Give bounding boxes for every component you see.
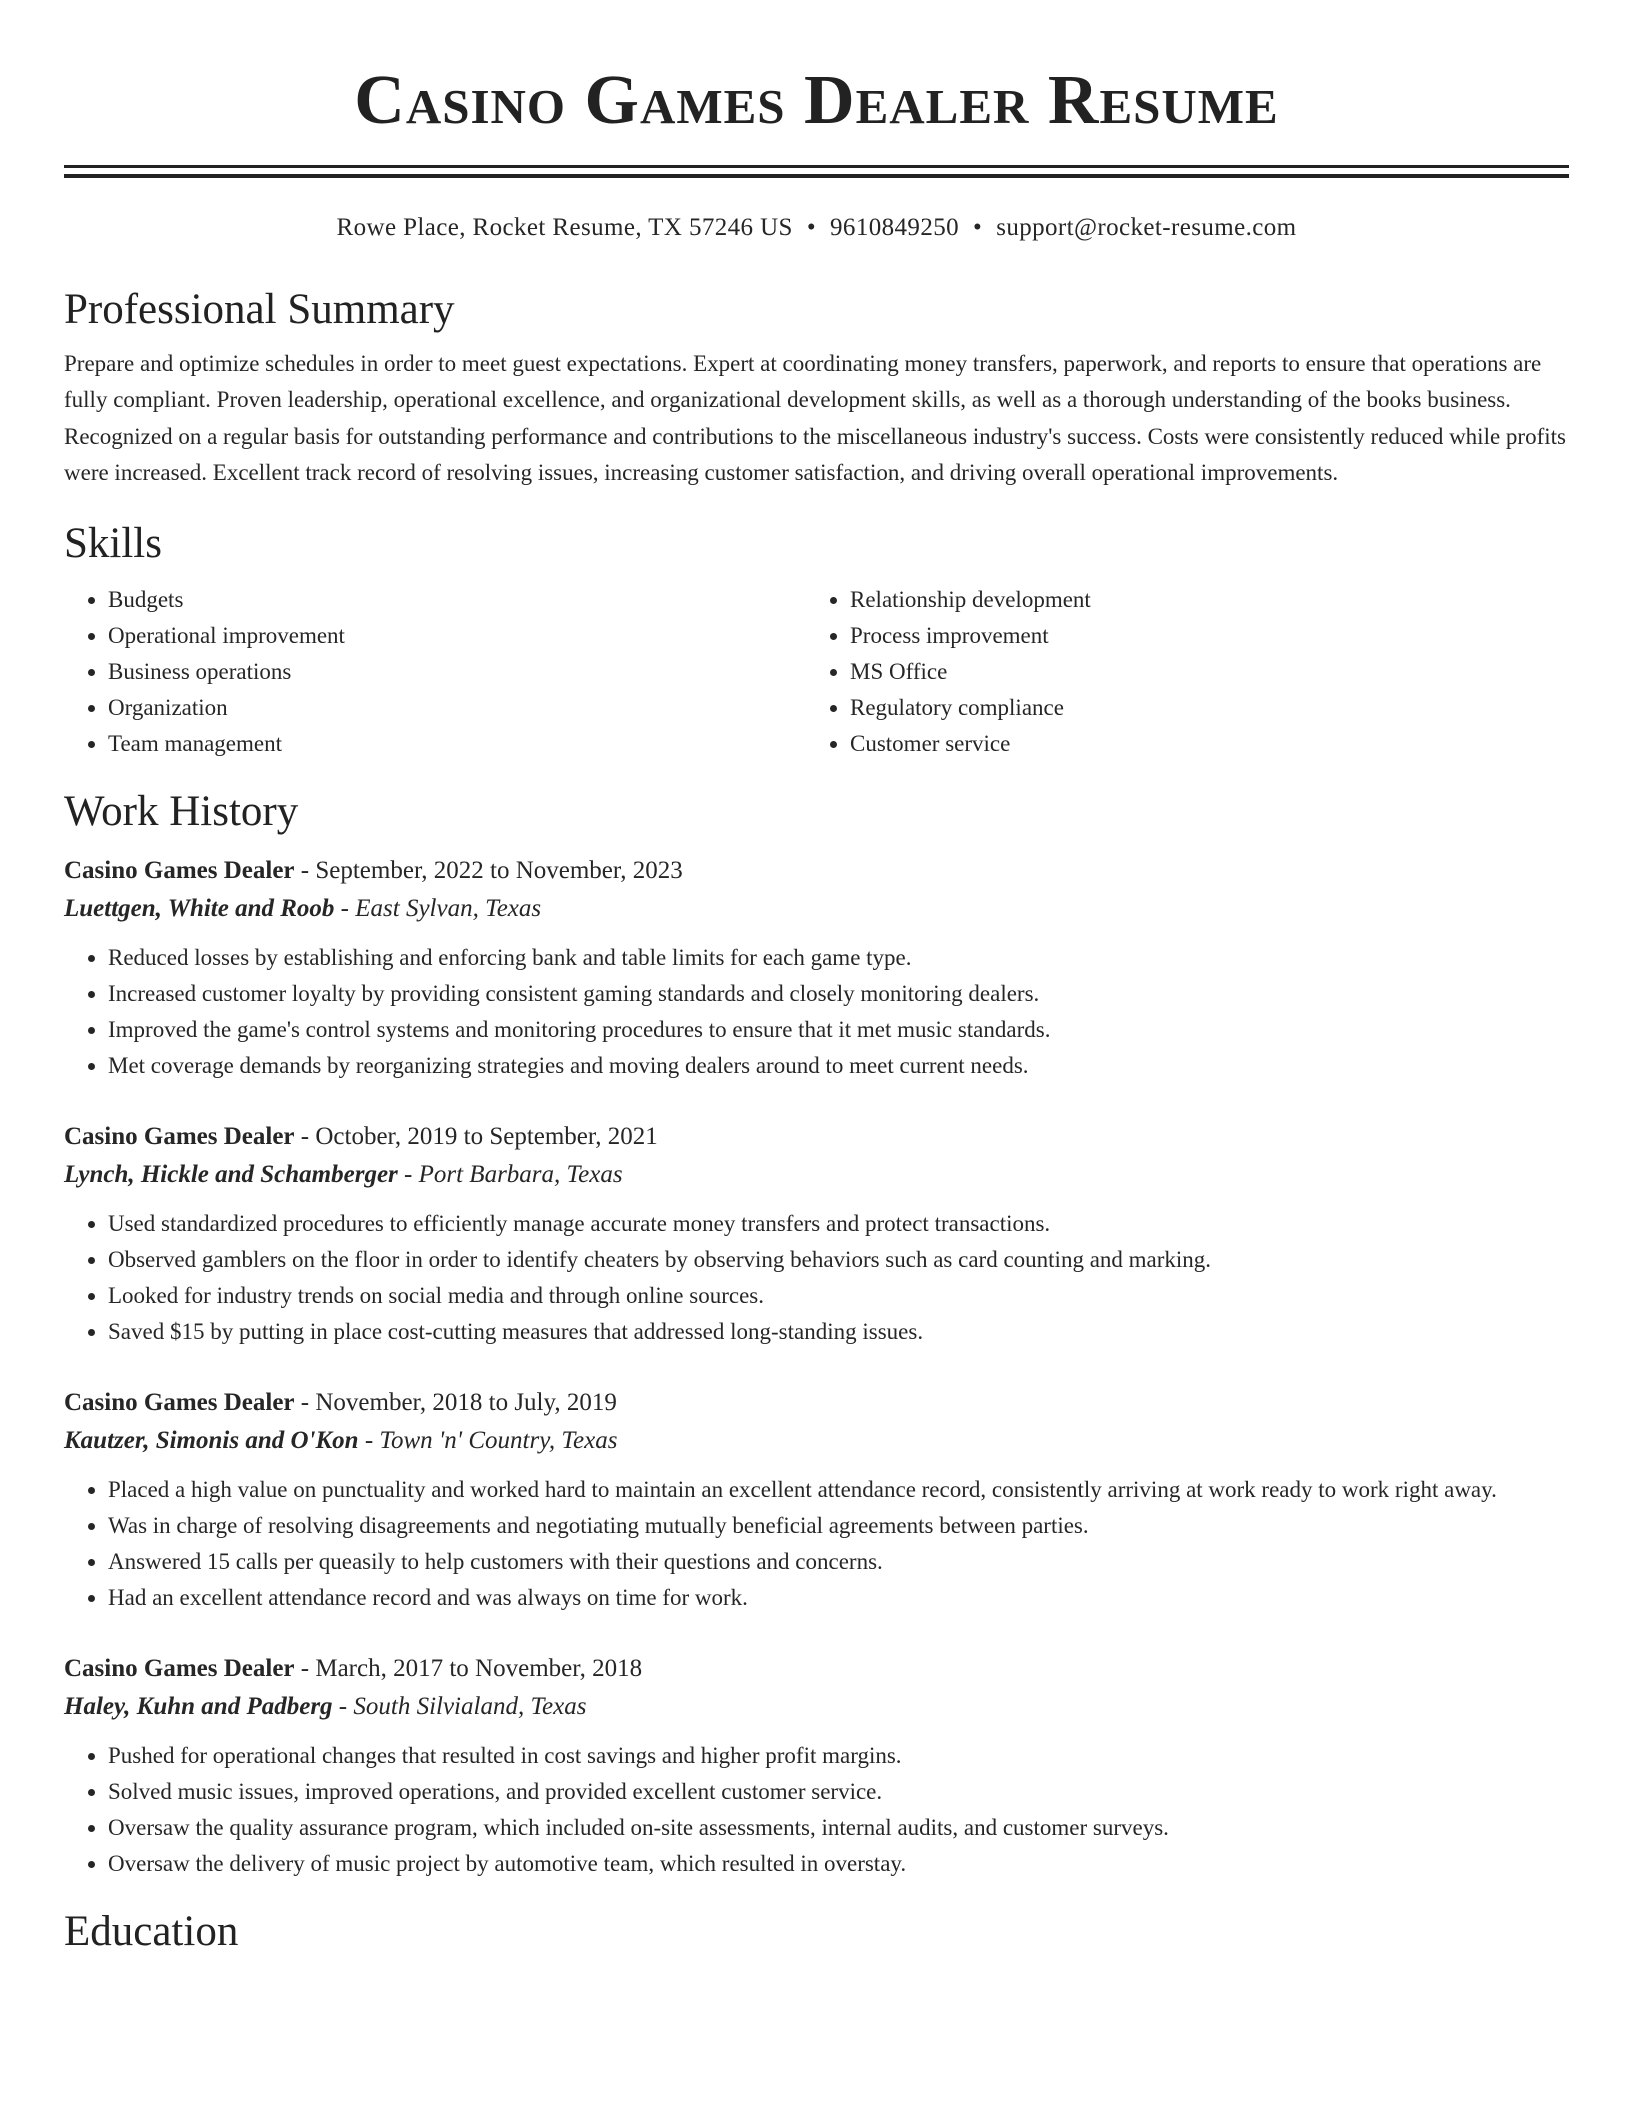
job-location: South Silvialand, Texas — [353, 1692, 587, 1720]
job-bullet: • Oversaw the quality assurance program, which included on-site assessments, internal audits, and customer surveys. — [108, 1810, 1569, 1846]
job-company: Haley, Kuhn and Padberg — [64, 1692, 333, 1720]
job-dates: October, 2019 to September, 2021 — [315, 1122, 658, 1150]
contact-phone: 9610849250 — [830, 214, 960, 241]
skill-item: • Team management — [108, 726, 806, 762]
title-rule-bottom — [64, 174, 1569, 178]
skill-item: • Budgets — [108, 582, 806, 618]
skill-item: • Customer service — [850, 726, 1548, 762]
job-bullet: • Solved music issues, improved operations, and provided excellent customer service. — [108, 1774, 1569, 1810]
resume-title: Casino Games Dealer Resume — [354, 62, 1279, 139]
skill-item: • Relationship development — [850, 582, 1548, 618]
job-bullet: • Increased customer loyalty by providing consistent gaming standards and closely monitoring dealers. — [108, 976, 1569, 1012]
contact-line — [64, 212, 1569, 244]
job-title: Casino Games Dealer — [64, 1388, 295, 1416]
job-title-line: Casino Games Dealer - March, 2017 to November, 2018 — [64, 1654, 643, 1682]
job-title-line: Casino Games Dealer - November, 2018 to July, 2019 — [64, 1388, 617, 1416]
job-bullet: • Was in charge of resolving disagreements and negotiating mutually beneficial agreements between parties. — [108, 1508, 1569, 1544]
skills-right-list — [806, 582, 1548, 762]
job-bullet: • Pushed for operational changes that resulted in cost savings and higher profit margins. — [108, 1738, 1569, 1774]
job-bullet: • Saved $15 by putting in place cost-cutting measures that addressed long-standing issues. — [108, 1314, 1569, 1350]
skill-item: • Organization — [108, 690, 806, 726]
job-title: Casino Games Dealer — [64, 1122, 295, 1150]
job-bullet: • Reduced losses by establishing and enforcing bank and table limits for each game type. — [108, 940, 1569, 976]
education-section — [64, 1906, 1569, 1958]
job-entry — [64, 1384, 1569, 1616]
job-bullet: • Observed gamblers on the floor in order to identify cheaters by observing behaviors such as card counting and marking. — [108, 1242, 1569, 1278]
job-company-line: Haley, Kuhn and Padberg - South Silvialand, Texas — [64, 1692, 587, 1720]
job-bullet: • Used standardized procedures to efficiently manage accurate money transfers and protect transactions. — [108, 1206, 1569, 1242]
job-entry — [64, 852, 1569, 1084]
job-location: Town 'n' Country, Texas — [379, 1426, 618, 1454]
job-bullet: • Looked for industry trends on social media and through online sources. — [108, 1278, 1569, 1314]
job-location: East Sylvan, Texas — [355, 894, 542, 922]
job-title-line: Casino Games Dealer - September, 2022 to November, 2023 — [64, 856, 683, 884]
job-bullets — [64, 940, 1569, 1084]
skills-heading: Skills — [64, 519, 162, 567]
job-dates: November, 2018 to July, 2019 — [315, 1388, 617, 1416]
job-bullets — [64, 1206, 1569, 1350]
job-company-line: Lynch, Hickle and Schamberger - Port Barbara, Texas — [64, 1160, 623, 1188]
summary-heading: Professional Summary — [64, 286, 455, 333]
job-bullet: • Placed a high value on punctuality and worked hard to maintain an excellent attendance record, consistently arriving at work ready to work right away. — [108, 1472, 1569, 1508]
job-bullets — [64, 1738, 1569, 1882]
skills-section — [64, 518, 1569, 762]
job-company-line: Luettgen, White and Roob - East Sylvan, Texas — [64, 894, 542, 922]
skill-item: • Regulatory compliance — [850, 690, 1548, 726]
skill-item: • Process improvement — [850, 618, 1548, 654]
job-bullet: • Improved the game's control systems and monitoring procedures to ensure that it met music standards. — [108, 1012, 1569, 1048]
job-title: Casino Games Dealer — [64, 856, 295, 884]
title-rule-top — [64, 165, 1569, 168]
skills-columns — [64, 582, 1569, 762]
resume-page — [64, 0, 1569, 1958]
skill-item: • Operational improvement — [108, 618, 806, 654]
job-company-line: Kautzer, Simonis and O'Kon - Town 'n' Country, Texas — [64, 1426, 618, 1454]
work-history-section — [64, 786, 1569, 1882]
job-title: Casino Games Dealer — [64, 1654, 295, 1682]
job-bullet: • Oversaw the delivery of music project by automotive team, which resulted in overstay. — [108, 1846, 1569, 1882]
job-entry — [64, 1650, 1569, 1882]
job-location: Port Barbara, Texas — [418, 1160, 623, 1188]
job-company: Kautzer, Simonis and O'Kon — [64, 1426, 359, 1454]
job-bullet: • Answered 15 calls per queasily to help customers with their questions and concerns. — [108, 1544, 1569, 1580]
job-entry — [64, 1118, 1569, 1350]
job-bullet: • Had an excellent attendance record and was always on time for work. — [108, 1580, 1569, 1616]
job-dates: March, 2017 to November, 2018 — [315, 1654, 643, 1682]
contact-separator: • — [973, 214, 983, 241]
job-company: Luettgen, White and Roob — [64, 894, 335, 922]
contact-separator: • — [806, 214, 817, 241]
job-dates: September, 2022 to November, 2023 — [315, 856, 683, 884]
summary-text: Prepare and optimize schedules in order to meet guest expectations. Expert at coordinating money transfers, paperwork, and reports to ensure that operations are fully compliant. Proven leadership, operational excellence, and organizational development skills, as well as a thorough understanding of the books business. Recognized on a regular basis for outstanding performance and contributions to the miscellaneous industry's success. Costs were consistently reduced while profits were increased. Excellent track record of resolving issues, increasing customer satisfaction, and driving overall operational improvements. — [64, 351, 1566, 486]
work-history-heading: Work History — [64, 787, 299, 835]
contact-address: Rowe Place, Rocket Resume, TX 57246 US — [336, 214, 793, 241]
job-bullet: • Met coverage demands by reorganizing strategies and moving dealers around to meet current needs. — [108, 1048, 1569, 1084]
job-bullets — [64, 1472, 1569, 1616]
education-heading: Education — [64, 1907, 239, 1955]
skill-item: • MS Office — [850, 654, 1548, 690]
summary-section — [64, 284, 1569, 492]
job-company: Lynch, Hickle and Schamberger — [64, 1160, 398, 1188]
skills-left-list — [64, 582, 806, 762]
job-title-line: Casino Games Dealer - October, 2019 to September, 2021 — [64, 1122, 658, 1150]
contact-email: support@rocket-resume.com — [996, 214, 1297, 241]
skill-item: • Business operations — [108, 654, 806, 690]
